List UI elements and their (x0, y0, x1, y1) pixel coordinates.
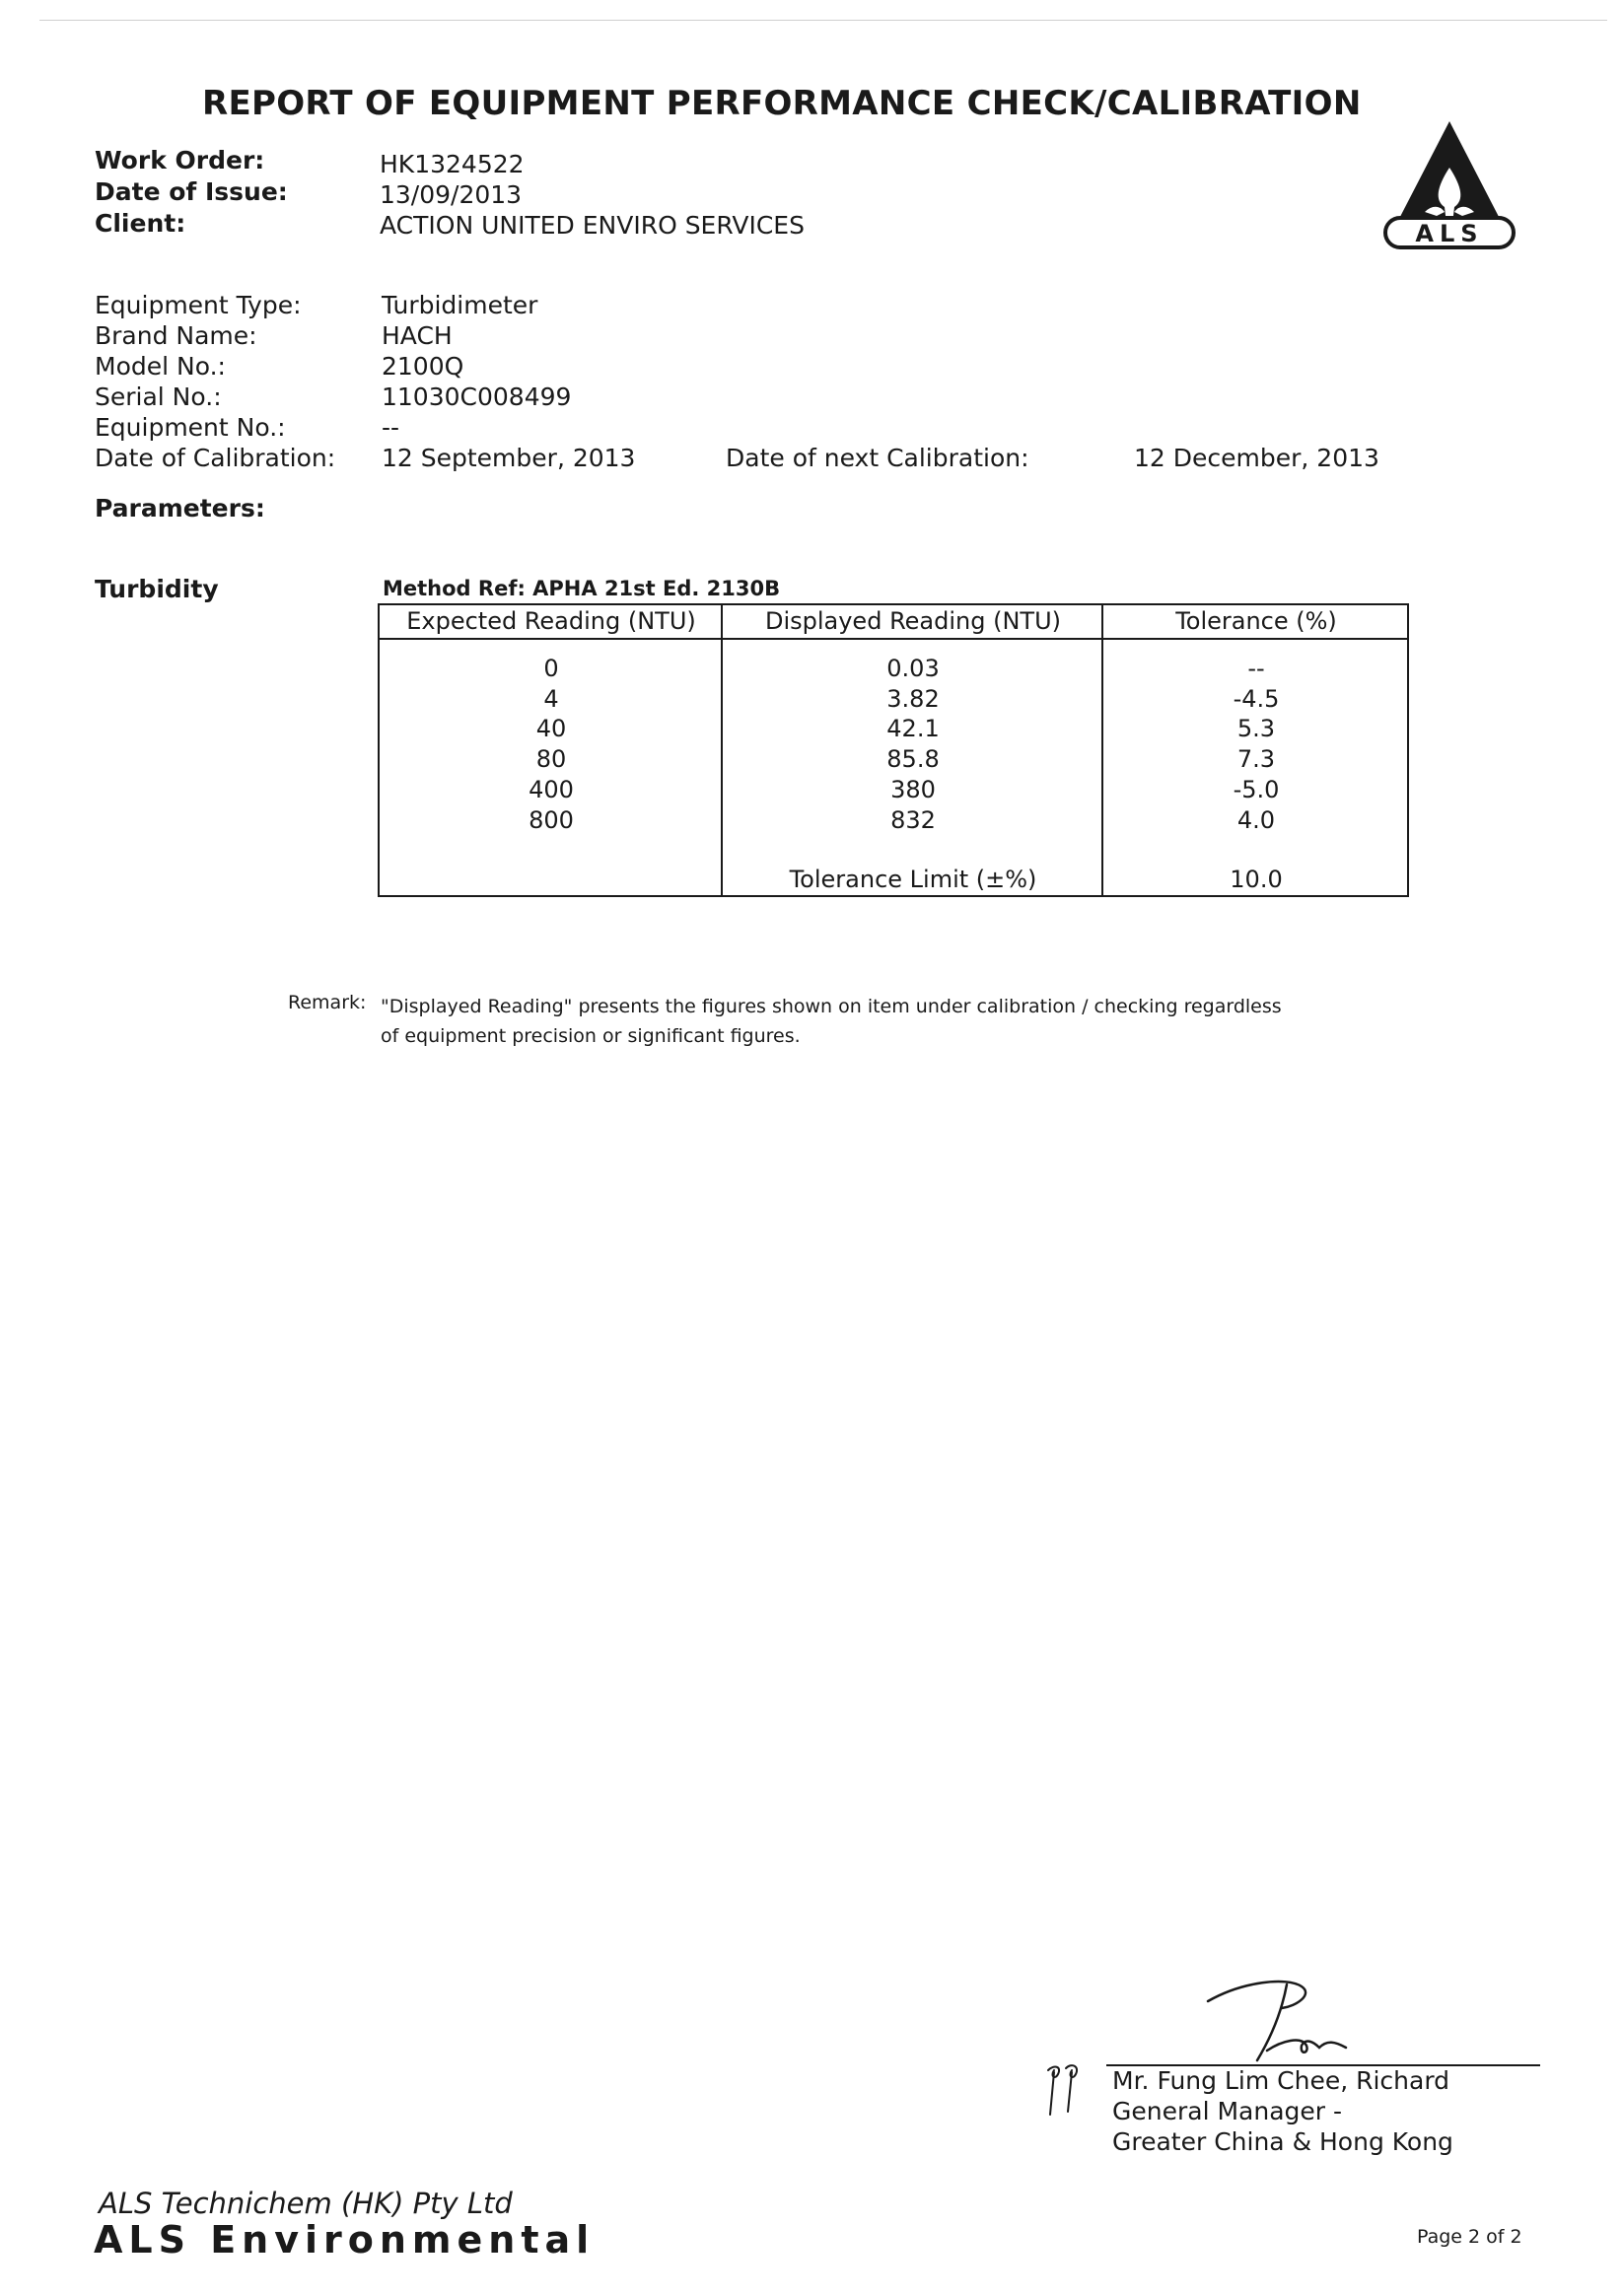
expected-cell: 0 (543, 655, 559, 682)
column-header-tolerance: Tolerance (%) (1175, 607, 1337, 635)
tolerance-limit-value: 10.0 (1230, 866, 1283, 893)
expected-cell: 400 (529, 776, 574, 803)
tolerance-limit-label: Tolerance Limit (±%) (789, 866, 1037, 893)
serial-no-label: Serial No.: (95, 383, 222, 411)
top-rule (39, 20, 1607, 21)
work-order-value: HK1324522 (380, 150, 525, 178)
tolerance-cell: 7.3 (1236, 745, 1276, 773)
date-of-issue-label: Date of Issue: (95, 177, 288, 206)
tolerance-cell: 4.0 (1236, 806, 1276, 834)
displayed-cell: 832 (890, 806, 936, 834)
expected-cell: 800 (529, 806, 574, 834)
brand-name-label: Brand Name: (95, 321, 257, 350)
displayed-cell: 0.03 (886, 655, 940, 682)
displayed-cell: 42.1 (886, 715, 940, 742)
expected-cell: 40 (535, 715, 567, 742)
client-value: ACTION UNITED ENVIRO SERVICES (380, 211, 805, 240)
equipment-type-value: Turbidimeter (382, 291, 538, 319)
signatory-name: Mr. Fung Lim Chee, Richard (1112, 2066, 1450, 2095)
equipment-no-label: Equipment No.: (95, 413, 286, 442)
next-calibration-value: 12 December, 2013 (1134, 444, 1379, 472)
page-number: Page 2 of 2 (1417, 2226, 1522, 2248)
calibration-table (378, 603, 1409, 897)
displayed-cell: 85.8 (886, 745, 940, 773)
signatory-region: Greater China & Hong Kong (1112, 2127, 1453, 2156)
displayed-cell: 3.82 (886, 685, 940, 713)
signatory-block (1112, 2065, 1453, 2157)
expected-cell: 4 (543, 685, 559, 713)
client-label: Client: (95, 209, 186, 238)
brand-name-value: HACH (382, 321, 453, 350)
report-title: REPORT OF EQUIPMENT PERFORMANCE CHECK/CALIBRATION (202, 84, 1362, 123)
pp-mark (1040, 2060, 1090, 2120)
remark-line-1: "Displayed Reading" presents the figures shown on item under calibration / checking regardless (381, 996, 1282, 1017)
remark-text (381, 992, 1367, 1051)
equipment-no-value: -- (382, 413, 400, 442)
method-reference: Method Ref: APHA 21st Ed. 2130B (383, 577, 781, 600)
remark-label: Remark: (288, 992, 367, 1013)
als-logo (1376, 113, 1523, 251)
remark-line-2: of equipment precision or significant figures. (381, 1025, 801, 1047)
footer-brand-logo: ALS Environmental (94, 2218, 596, 2261)
signature-scribble (1203, 1977, 1400, 2070)
tolerance-cell: -- (1247, 655, 1265, 682)
column-header-displayed: Displayed Reading (NTU) (764, 607, 1062, 635)
tolerance-cell: -4.5 (1233, 685, 1280, 713)
model-no-label: Model No.: (95, 352, 226, 381)
equipment-type-label: Equipment Type: (95, 291, 302, 319)
column-header-expected: Expected Reading (NTU) (406, 607, 696, 635)
work-order-label: Work Order: (95, 146, 265, 174)
date-of-issue-value: 13/09/2013 (380, 180, 523, 209)
tolerance-cell: 5.3 (1236, 715, 1276, 742)
parameter-name: Turbidity (95, 575, 219, 603)
signatory-title: General Manager - (1112, 2097, 1343, 2125)
serial-no-value: 11030C008499 (382, 383, 572, 411)
logo-text: ALS (1415, 220, 1484, 247)
tolerance-cell: -5.0 (1233, 776, 1280, 803)
model-no-value: 2100Q (382, 352, 464, 381)
footer-company: ALS Technichem (HK) Pty Ltd (99, 2187, 513, 2220)
expected-cell: 80 (535, 745, 567, 773)
displayed-cell: 380 (890, 776, 936, 803)
calibration-date-label: Date of Calibration: (95, 444, 336, 472)
header-divider (380, 638, 1407, 640)
next-calibration-label: Date of next Calibration: (726, 444, 1029, 472)
parameters-label: Parameters: (95, 494, 265, 522)
calibration-date-value: 12 September, 2013 (382, 444, 636, 472)
